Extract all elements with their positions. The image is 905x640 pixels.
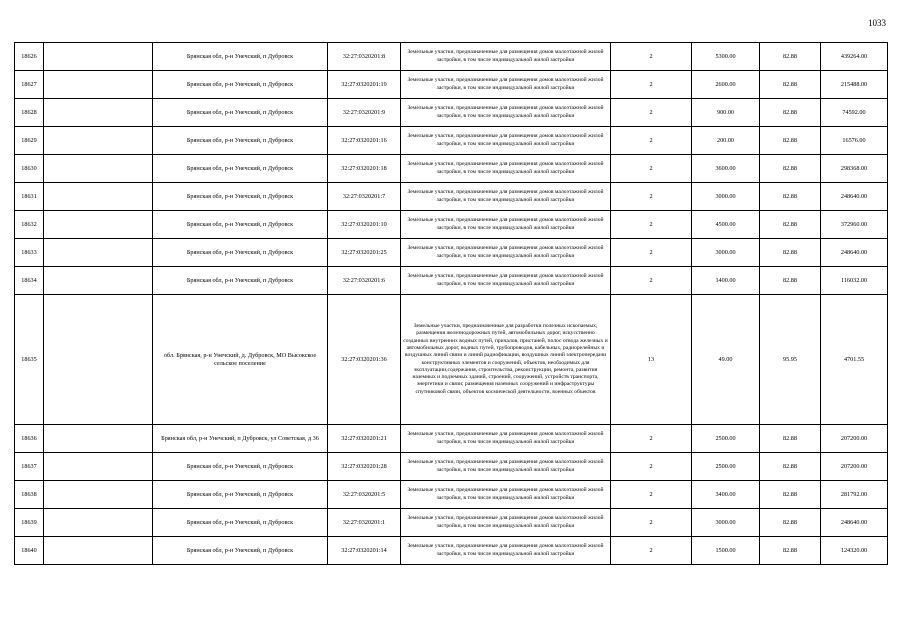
area-cell: 2600.00 xyxy=(692,71,760,99)
table-row xyxy=(15,425,888,453)
cadastral-value-cell: 248640.00 xyxy=(821,509,888,537)
cadastral-value-cell: 248640.00 xyxy=(821,183,888,211)
land-use-cell: Земельные участки, предназначенные для размещения домов малоэтажной жилой застройки, в том числе индивидуальной жилой застройки xyxy=(401,509,611,537)
record-number-cell: 18628 xyxy=(15,99,44,127)
empty-cell xyxy=(44,99,153,127)
empty-cell xyxy=(44,481,153,509)
area-cell: 49.00 xyxy=(692,295,760,425)
registry-body xyxy=(15,43,888,565)
record-number-cell: 18635 xyxy=(15,295,44,425)
use-group-cell: 2 xyxy=(611,71,692,99)
cadastral-number-cell: 32:27:0320201:6 xyxy=(328,267,401,295)
empty-cell xyxy=(44,453,153,481)
use-group-cell: 2 xyxy=(611,509,692,537)
cadastral-value-cell: 298368.00 xyxy=(821,155,888,183)
specific-value-cell: 82.88 xyxy=(760,453,821,481)
table-row xyxy=(15,43,888,71)
table-row xyxy=(15,453,888,481)
cadastral-value-cell: 439264.00 xyxy=(821,43,888,71)
area-cell: 2500.00 xyxy=(692,453,760,481)
record-number-cell: 18636 xyxy=(15,425,44,453)
use-group-cell: 2 xyxy=(611,453,692,481)
area-cell: 900.00 xyxy=(692,99,760,127)
table-row xyxy=(15,71,888,99)
specific-value-cell: 82.88 xyxy=(760,43,821,71)
table-row xyxy=(15,537,888,565)
land-use-cell: Земельные участки, предназначенные для размещения домов малоэтажной жилой застройки, в том числе индивидуальной жилой застройки xyxy=(401,453,611,481)
specific-value-cell: 82.88 xyxy=(760,71,821,99)
land-use-cell: Земельные участки, предназначенные для размещения домов малоэтажной жилой застройки, в том числе индивидуальной жилой застройки xyxy=(401,481,611,509)
land-use-cell: Земельные участки, предназначенные для разработки полезных ископаемых, размещения железнодорожных путей, автомобильных дорог, искусственно созданных внутренних водных путей, причалов, пристаней, полос отвода железных и автомобильных дорог, водных путей, трубопроводов, кабельных, радиорелейных и воздушных линий связи и линий радиофикации, воздушных линий электропередачи конструктивных элементов и сооружений, объектов, необходимых для эксплуатации,содержания, строительства, реконструкции, ремонта, развития наземных и подземных зданий, строений, сооружений, устройств транспорта, энергетики и связи; размещения наземных сооружений и инфраструктуры спутниковой связи, объектов космической деятельности, военных объектов xyxy=(401,295,611,425)
specific-value-cell: 82.88 xyxy=(760,267,821,295)
cadastral-number-cell: 32:27:0320201:36 xyxy=(328,295,401,425)
area-cell: 3600.00 xyxy=(692,155,760,183)
land-use-cell: Земельные участки, предназначенные для размещения домов малоэтажной жилой застройки, в том числе индивидуальной жилой застройки xyxy=(401,99,611,127)
specific-value-cell: 82.88 xyxy=(760,481,821,509)
cadastral-value-cell: 207200.00 xyxy=(821,425,888,453)
specific-value-cell: 82.88 xyxy=(760,537,821,565)
record-number-cell: 18632 xyxy=(15,211,44,239)
address-cell: Брянская обл, р-н Унечский, п Дубровск xyxy=(153,71,328,99)
cadastral-value-cell: 124320.00 xyxy=(821,537,888,565)
table-row xyxy=(15,509,888,537)
cadastral-number-cell: 32:27:0320201:28 xyxy=(328,453,401,481)
cadastral-number-cell: 32:27:0320201:25 xyxy=(328,239,401,267)
empty-cell xyxy=(44,425,153,453)
record-number-cell: 18640 xyxy=(15,537,44,565)
use-group-cell: 2 xyxy=(611,99,692,127)
cadastral-number-cell: 32:27:0320201:16 xyxy=(328,127,401,155)
table-row xyxy=(15,155,888,183)
use-group-cell: 2 xyxy=(611,537,692,565)
address-cell: Брянская обл, р-н Унечский, п Дубровск xyxy=(153,509,328,537)
land-use-cell: Земельные участки, предназначенные для размещения домов малоэтажной жилой застройки, в том числе индивидуальной жилой застройки xyxy=(401,425,611,453)
address-cell: Брянская обл, р-н Унечский, п Дубровск xyxy=(153,267,328,295)
cadastral-number-cell: 32:27:0320201:14 xyxy=(328,537,401,565)
record-number-cell: 18638 xyxy=(15,481,44,509)
empty-cell xyxy=(44,537,153,565)
address-cell: Брянская обл, р-н Унечский, п Дубровск xyxy=(153,43,328,71)
cadastral-value-cell: 207200.00 xyxy=(821,453,888,481)
area-cell: 5300.00 xyxy=(692,43,760,71)
table-row xyxy=(15,295,888,425)
use-group-cell: 13 xyxy=(611,295,692,425)
address-cell: Брянская обл, р-н Унечский, п Дубровск xyxy=(153,239,328,267)
cadastral-value-cell: 116032.00 xyxy=(821,267,888,295)
record-number-cell: 18637 xyxy=(15,453,44,481)
specific-value-cell: 82.88 xyxy=(760,183,821,211)
area-cell: 3000.00 xyxy=(692,183,760,211)
record-number-cell: 18633 xyxy=(15,239,44,267)
address-cell: Брянская обл, р-н Унечский, п Дубровск xyxy=(153,183,328,211)
land-use-cell: Земельные участки, предназначенные для размещения домов малоэтажной жилой застройки, в том числе индивидуальной жилой застройки xyxy=(401,43,611,71)
use-group-cell: 2 xyxy=(611,211,692,239)
use-group-cell: 2 xyxy=(611,43,692,71)
cadastral-number-cell: 32:27:0320201:8 xyxy=(328,43,401,71)
cadastral-number-cell: 32:27:0320201:19 xyxy=(328,71,401,99)
land-use-cell: Земельные участки, предназначенные для размещения домов малоэтажной жилой застройки, в том числе индивидуальной жилой застройки xyxy=(401,239,611,267)
empty-cell xyxy=(44,267,153,295)
record-number-cell: 18626 xyxy=(15,43,44,71)
record-number-cell: 18627 xyxy=(15,71,44,99)
land-use-cell: Земельные участки, предназначенные для размещения домов малоэтажной жилой застройки, в том числе индивидуальной жилой застройки xyxy=(401,155,611,183)
empty-cell xyxy=(44,509,153,537)
use-group-cell: 2 xyxy=(611,127,692,155)
area-cell: 1500.00 xyxy=(692,537,760,565)
empty-cell xyxy=(44,155,153,183)
empty-cell xyxy=(44,211,153,239)
use-group-cell: 2 xyxy=(611,481,692,509)
area-cell: 3000.00 xyxy=(692,509,760,537)
use-group-cell: 2 xyxy=(611,183,692,211)
specific-value-cell: 82.88 xyxy=(760,425,821,453)
address-cell: обл. Брянская, р-н Унечский, д. Дубровск, МО Высокское сельское поселение xyxy=(153,295,328,425)
land-use-cell: Земельные участки, предназначенные для размещения домов малоэтажной жилой застройки, в том числе индивидуальной жилой застройки xyxy=(401,267,611,295)
cadastral-number-cell: 32:27:0320201:10 xyxy=(328,211,401,239)
specific-value-cell: 82.88 xyxy=(760,211,821,239)
area-cell: 3400.00 xyxy=(692,481,760,509)
use-group-cell: 2 xyxy=(611,267,692,295)
cadastral-number-cell: 32:27:0320201:1 xyxy=(328,509,401,537)
cadastral-value-cell: 74592.00 xyxy=(821,99,888,127)
table-row xyxy=(15,211,888,239)
cadastral-value-cell: 16576.00 xyxy=(821,127,888,155)
table-row xyxy=(15,481,888,509)
address-cell: Брянская обл, р-н Унечский, п Дубровск, ул Советская, д 36 xyxy=(153,425,328,453)
table-row xyxy=(15,127,888,155)
record-number-cell: 18630 xyxy=(15,155,44,183)
cadastral-number-cell: 32:27:0320201:18 xyxy=(328,155,401,183)
area-cell: 4500.00 xyxy=(692,211,760,239)
specific-value-cell: 82.88 xyxy=(760,127,821,155)
address-cell: Брянская обл, р-н Унечский, п Дубровск xyxy=(153,211,328,239)
land-use-cell: Земельные участки, предназначенные для размещения домов малоэтажной жилой застройки, в том числе индивидуальной жилой застройки xyxy=(401,71,611,99)
empty-cell xyxy=(44,295,153,425)
specific-value-cell: 82.88 xyxy=(760,99,821,127)
land-use-cell: Земельные участки, предназначенные для размещения домов малоэтажной жилой застройки, в том числе индивидуальной жилой застройки xyxy=(401,537,611,565)
specific-value-cell: 82.88 xyxy=(760,155,821,183)
address-cell: Брянская обл, р-н Унечский, п Дубровск xyxy=(153,99,328,127)
cadastral-number-cell: 32:27:0320201:7 xyxy=(328,183,401,211)
empty-cell xyxy=(44,127,153,155)
table-row xyxy=(15,99,888,127)
empty-cell xyxy=(44,71,153,99)
cadastral-registry-table xyxy=(14,42,888,565)
cadastral-value-cell: 215488.00 xyxy=(821,71,888,99)
cadastral-number-cell: 32:27:0320201:5 xyxy=(328,481,401,509)
record-number-cell: 18634 xyxy=(15,267,44,295)
use-group-cell: 2 xyxy=(611,239,692,267)
cadastral-value-cell: 372960.00 xyxy=(821,211,888,239)
cadastral-number-cell: 32:27:0320201:21 xyxy=(328,425,401,453)
cadastral-value-cell: 281792.00 xyxy=(821,481,888,509)
use-group-cell: 2 xyxy=(611,425,692,453)
address-cell: Брянская обл, р-н Унечский, п Дубровск xyxy=(153,453,328,481)
land-use-cell: Земельные участки, предназначенные для размещения домов малоэтажной жилой застройки, в том числе индивидуальной жилой застройки xyxy=(401,211,611,239)
specific-value-cell: 82.88 xyxy=(760,239,821,267)
address-cell: Брянская обл, р-н Унечский, п Дубровск xyxy=(153,537,328,565)
address-cell: Брянская обл, р-н Унечский, п Дубровск xyxy=(153,481,328,509)
page-number: 1033 xyxy=(868,18,886,28)
area-cell: 3000.00 xyxy=(692,239,760,267)
area-cell: 200.00 xyxy=(692,127,760,155)
specific-value-cell: 82.88 xyxy=(760,509,821,537)
table-row xyxy=(15,267,888,295)
land-use-cell: Земельные участки, предназначенные для размещения домов малоэтажной жилой застройки, в том числе индивидуальной жилой застройки xyxy=(401,127,611,155)
area-cell: 2500.00 xyxy=(692,425,760,453)
land-use-cell: Земельные участки, предназначенные для размещения домов малоэтажной жилой застройки, в том числе индивидуальной жилой застройки xyxy=(401,183,611,211)
cadastral-value-cell: 248640.00 xyxy=(821,239,888,267)
table-row xyxy=(15,239,888,267)
empty-cell xyxy=(44,239,153,267)
address-cell: Брянская обл, р-н Унечский, п Дубровск xyxy=(153,127,328,155)
area-cell: 1400.00 xyxy=(692,267,760,295)
use-group-cell: 2 xyxy=(611,155,692,183)
specific-value-cell: 95.95 xyxy=(760,295,821,425)
address-cell: Брянская обл, р-н Унечский, п Дубровск xyxy=(153,155,328,183)
empty-cell xyxy=(44,43,153,71)
record-number-cell: 18629 xyxy=(15,127,44,155)
record-number-cell: 18639 xyxy=(15,509,44,537)
empty-cell xyxy=(44,183,153,211)
cadastral-value-cell: 4701.55 xyxy=(821,295,888,425)
record-number-cell: 18631 xyxy=(15,183,44,211)
table-row xyxy=(15,183,888,211)
cadastral-number-cell: 32:27:0320201:9 xyxy=(328,99,401,127)
